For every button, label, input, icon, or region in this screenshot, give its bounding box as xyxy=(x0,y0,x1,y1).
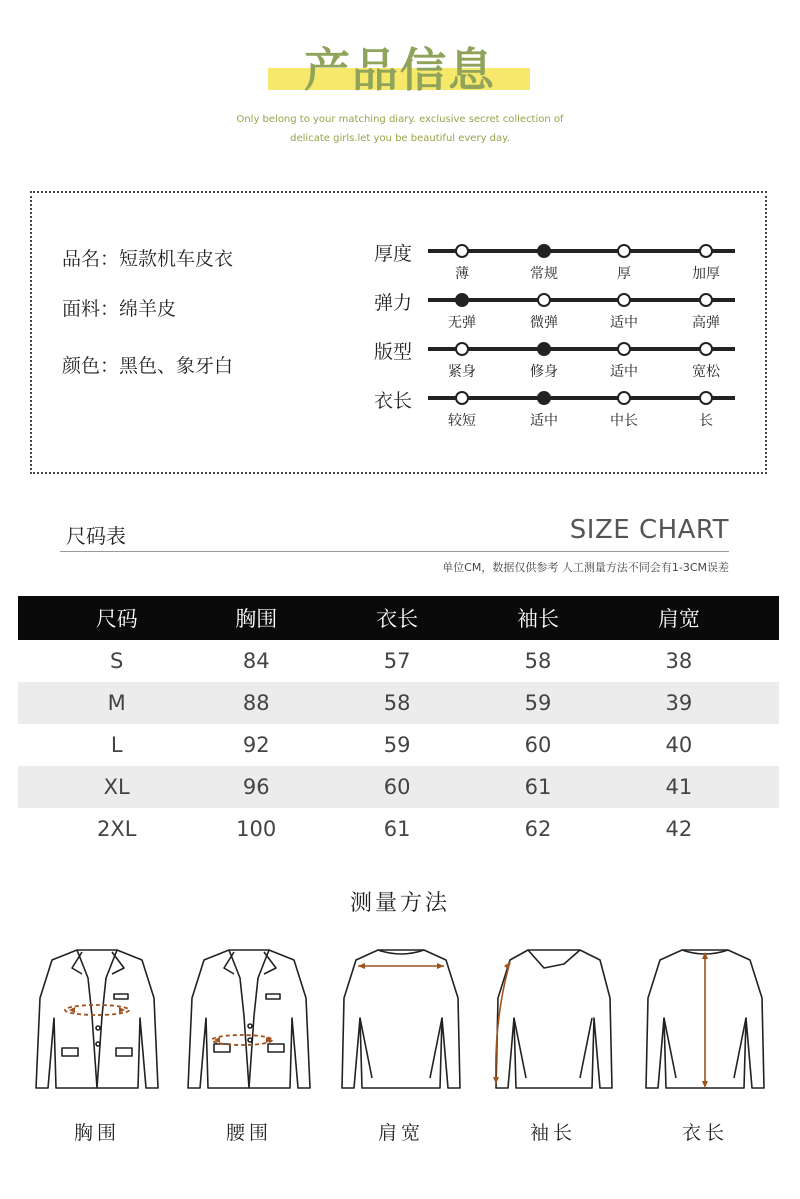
jacket-side-sleeve-illustration xyxy=(488,938,618,1098)
cell: 62 xyxy=(524,817,552,841)
scale-dot xyxy=(699,293,713,307)
cell: 38 xyxy=(665,649,693,673)
table-row xyxy=(18,682,779,724)
size-chart-note: 单位CM，数据仅供参考 人工测量方法不同会有1-3CM误差 xyxy=(442,561,729,574)
scale-option-label: 长 xyxy=(699,413,713,429)
cell: 42 xyxy=(665,817,693,841)
measure-label-chest: 胸围 xyxy=(73,1122,120,1144)
scale-dot xyxy=(617,342,631,356)
scale-track xyxy=(428,249,735,253)
scale-dot xyxy=(699,244,713,258)
cell: 58 xyxy=(524,649,552,673)
scale-option-label: 紧身 xyxy=(448,364,476,380)
scale-option-label: 加厚 xyxy=(692,266,720,282)
scale-dot xyxy=(617,391,631,405)
measure-label-sleeve: 袖长 xyxy=(529,1122,576,1144)
scale-option-label: 无弹 xyxy=(448,315,476,331)
cell: 92 xyxy=(242,733,270,757)
measure-label-waist: 腰围 xyxy=(225,1122,272,1144)
cell: 40 xyxy=(665,733,693,757)
cell: 88 xyxy=(215,682,297,724)
cell: XL xyxy=(18,766,215,808)
col-header-sleeve: 袖长 xyxy=(497,596,578,640)
scale-dot xyxy=(455,342,469,356)
scale-option-label: 较短 xyxy=(448,413,476,429)
table-row xyxy=(18,808,779,850)
cell: 41 xyxy=(579,766,779,808)
size-chart-title-en: SIZE CHART xyxy=(569,515,729,545)
scale-option-label: 高弹 xyxy=(692,315,720,331)
cell: L xyxy=(110,733,123,757)
page-title: 产品信息 xyxy=(304,43,496,97)
cell: 96 xyxy=(215,766,297,808)
product-material: 面料：绵羊皮 xyxy=(62,298,177,320)
cell: 61 xyxy=(497,766,578,808)
scale-label: 衣长 xyxy=(374,390,413,412)
cell: M xyxy=(18,682,215,724)
scale-option-label: 常规 xyxy=(530,266,558,282)
cell: 2XL xyxy=(96,817,137,841)
scale-option-label: 修身 xyxy=(530,364,558,380)
scale-option-label: 适中 xyxy=(610,364,638,380)
scale-dot xyxy=(537,293,551,307)
size-table-header-row xyxy=(18,596,779,640)
scale-dot-selected xyxy=(537,342,551,356)
cell: 100 xyxy=(236,817,277,841)
product-info-box xyxy=(30,191,767,474)
cell: 59 xyxy=(497,682,578,724)
scale-dot xyxy=(455,391,469,405)
jacket-front-chest-illustration xyxy=(32,938,162,1098)
cell: 39 xyxy=(579,682,779,724)
scale-option-label: 宽松 xyxy=(692,364,720,380)
cell: 60 xyxy=(297,766,497,808)
cell: S xyxy=(110,649,124,673)
scale-option-label: 中长 xyxy=(610,413,638,429)
scale-dot-selected xyxy=(537,244,551,258)
cell: 58 xyxy=(297,682,497,724)
cell: 61 xyxy=(383,817,411,841)
scale-label: 厚度 xyxy=(374,243,413,265)
scale-option-label: 适中 xyxy=(610,315,638,331)
table-row xyxy=(18,640,779,682)
size-chart-divider xyxy=(60,551,729,552)
scale-track xyxy=(428,347,735,351)
cell: 59 xyxy=(383,733,411,757)
tagline-line-1: Only belong to your matching diary. exclusive secret collection of xyxy=(236,114,564,125)
scale-option-label: 薄 xyxy=(455,266,469,282)
table-row xyxy=(18,724,779,766)
measure-label-shoulder: 肩宽 xyxy=(377,1122,424,1144)
col-header-shoulder: 肩宽 xyxy=(579,596,779,640)
tagline-line-2: delicate girls.let you be beautiful every day. xyxy=(290,133,510,144)
product-name: 品名：短款机车皮衣 xyxy=(62,248,234,270)
scale-track xyxy=(428,396,735,400)
size-table xyxy=(18,596,779,850)
scale-track xyxy=(428,298,735,302)
scale-dot-selected xyxy=(537,391,551,405)
scale-dot xyxy=(617,293,631,307)
scale-label: 弹力 xyxy=(374,292,413,314)
scale-dot xyxy=(455,244,469,258)
scale-option-label: 微弹 xyxy=(530,315,558,331)
scale-option-label: 适中 xyxy=(530,413,558,429)
scale-dot xyxy=(699,342,713,356)
scale-dot xyxy=(699,391,713,405)
jacket-back-shoulder-illustration xyxy=(336,938,466,1098)
col-header-chest: 胸围 xyxy=(215,596,297,640)
size-chart-title-cn: 尺码表 xyxy=(66,524,126,548)
jacket-back-length-illustration xyxy=(640,938,770,1098)
product-color: 颜色：黑色、象牙白 xyxy=(62,355,234,377)
cell: 57 xyxy=(383,649,411,673)
scale-option-label: 厚 xyxy=(617,266,631,282)
measure-label-length: 衣长 xyxy=(681,1122,728,1144)
table-row xyxy=(18,766,779,808)
cell: 60 xyxy=(524,733,552,757)
col-header-size: 尺码 xyxy=(18,596,215,640)
jacket-front-waist-illustration xyxy=(184,938,314,1098)
cell: 84 xyxy=(242,649,270,673)
col-header-length: 衣长 xyxy=(297,596,497,640)
scale-label: 版型 xyxy=(374,341,413,363)
measure-title: 测量方法 xyxy=(349,891,450,916)
scale-dot-selected xyxy=(455,293,469,307)
scale-dot xyxy=(617,244,631,258)
